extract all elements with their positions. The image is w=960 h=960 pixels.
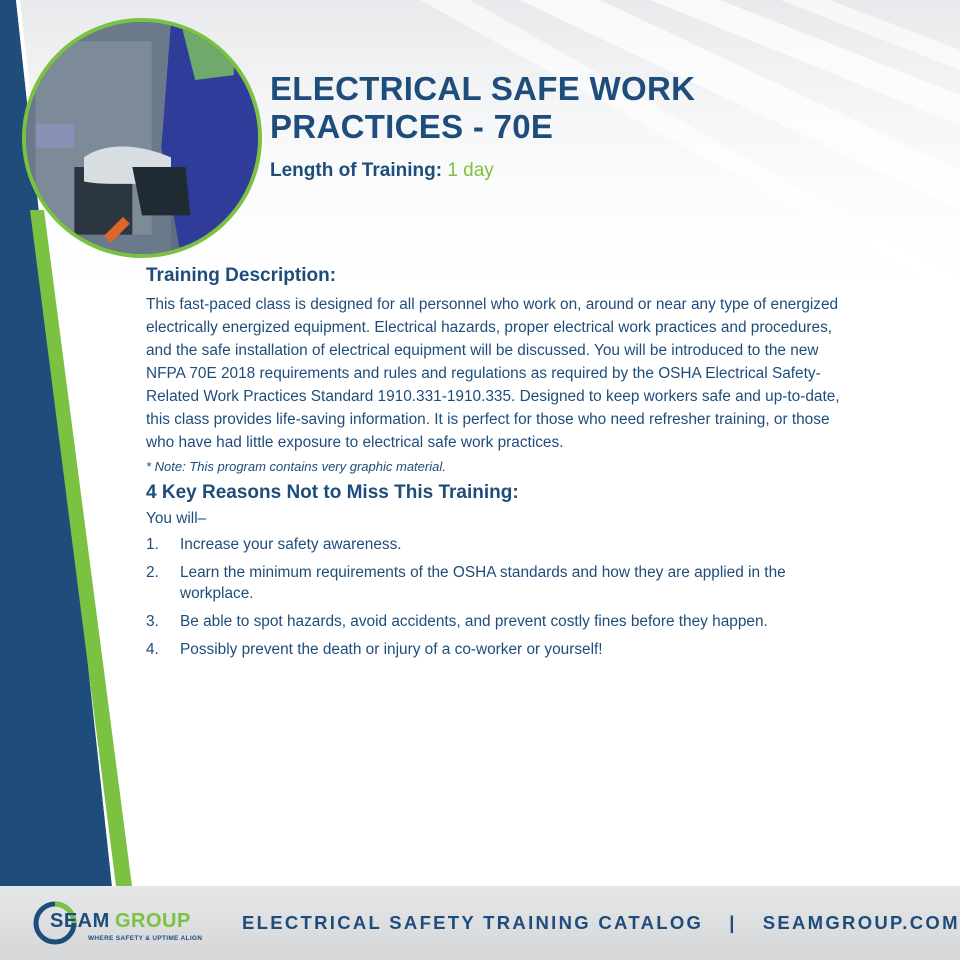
list-item [146, 534, 861, 555]
electrician-photo-icon [26, 22, 258, 254]
list-number: 3. [146, 613, 159, 630]
page-title [270, 70, 770, 146]
title-line-1: ELECTRICAL SAFE WORK [270, 70, 696, 107]
seam-group-logo[interactable] [32, 900, 232, 948]
list-item [146, 611, 861, 632]
website-link[interactable]: SEAMGROUP.COM [762, 912, 960, 933]
main-content [146, 265, 861, 667]
graphic-note: * Note: This program contains very graphic material. [146, 459, 446, 474]
logo-tagline: WHERE SAFETY & UPTIME ALIGN [88, 935, 203, 942]
footer-text [242, 912, 960, 934]
footer-separator: | [729, 912, 737, 933]
list-item [146, 639, 861, 660]
catalog-title: ELECTRICAL SAFETY TRAINING CATALOG [242, 912, 704, 933]
list-number: 1. [146, 536, 159, 553]
title-line-2: PRACTICES - 70E [270, 108, 554, 145]
logo-group-text: GROUP [115, 910, 191, 932]
list-item [146, 562, 861, 604]
list-number: 4. [146, 641, 159, 658]
footer-bar [0, 886, 960, 960]
reasons-list [146, 534, 861, 660]
length-value: 1 day [447, 160, 494, 181]
list-text: Increase your safety awareness. [180, 536, 402, 553]
list-text: Possibly prevent the death or injury of a co-worker or yourself! [180, 641, 603, 658]
reasons-heading: 4 Key Reasons Not to Miss This Training: [146, 482, 519, 503]
length-label: Length of Training: [270, 160, 443, 181]
description-heading: Training Description: [146, 265, 337, 286]
description-body: This fast-paced class is designed for all personnel who work on, around or near any type of energized electrically energized equipment. Electrical hazards, proper electrical work practices and procedures, and the safe installation of electrical equipment will be discussed. You will be introduced to the new NFPA 70E 2018 requirements and rules and regulations as required by the OSHA Electrical Safety-Related Work Practices Standard 1910.331-1910.335. Designed to keep workers safe and up-to-date, this class provides life-saving information. It is perfect for those who need refresher training, or those who have had little exposure to electrical safe work practices. [146, 296, 840, 451]
reasons-intro: You will– [146, 510, 207, 527]
list-text: Learn the minimum requirements of the OSHA standards and how they are applied in the workplace. [180, 564, 786, 602]
list-number: 2. [146, 564, 159, 581]
electrician-photo [22, 18, 262, 258]
list-text: Be able to spot hazards, avoid accidents, and prevent costly fines before they happen. [180, 613, 768, 630]
training-length [270, 160, 494, 182]
logo-seam-text: SEAM [50, 910, 110, 932]
